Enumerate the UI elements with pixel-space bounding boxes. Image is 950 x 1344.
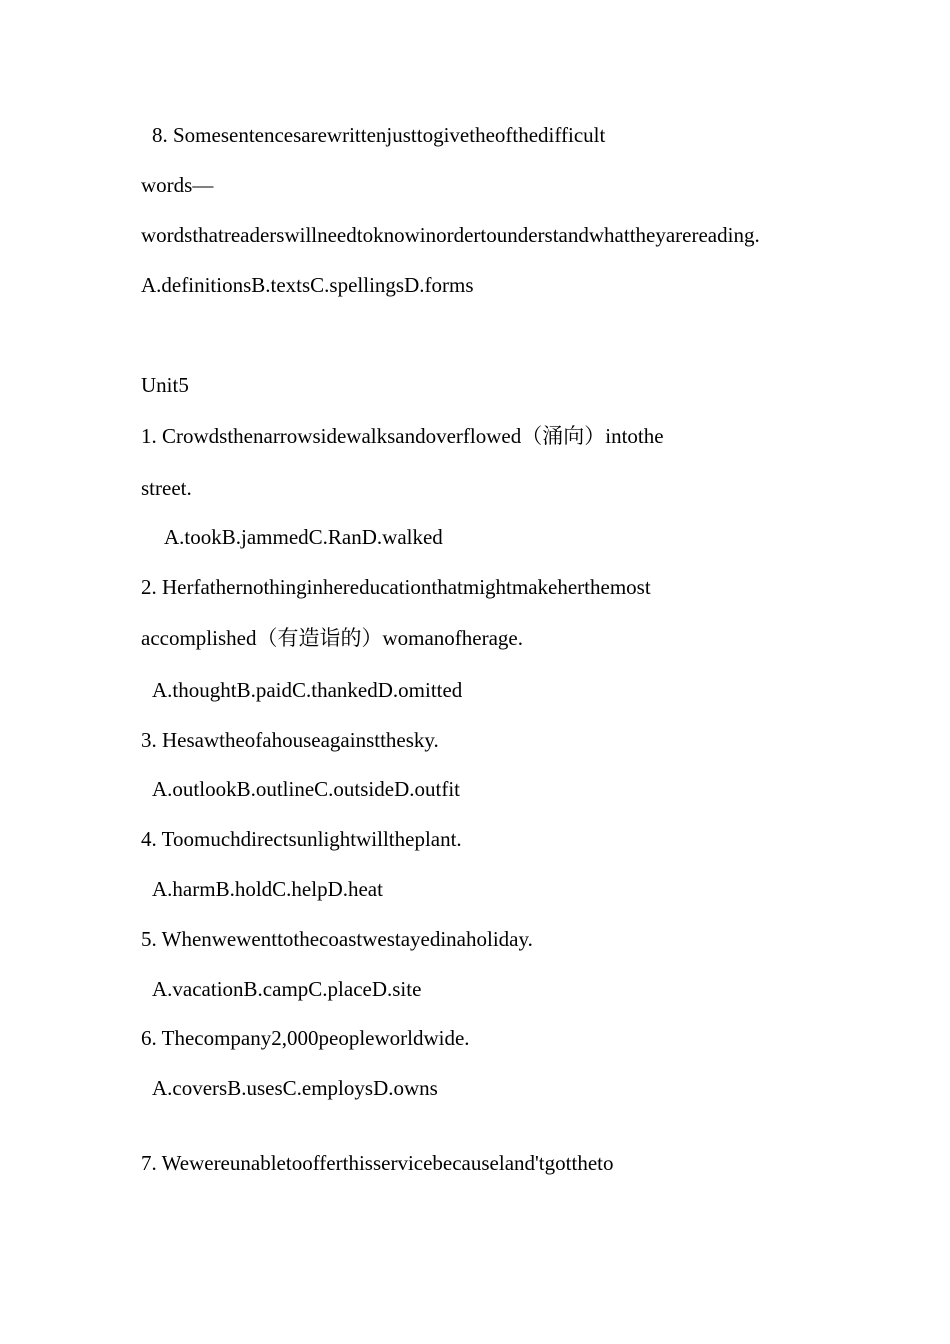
question-5-options: A.vacationB.campC.placeD.site (152, 977, 422, 1001)
question-4-stem: 4. Toomuchdirectsunlightwilltheplant. (141, 827, 462, 851)
unit-heading: Unit5 (141, 373, 189, 397)
question-1-stem-cont: street. (141, 476, 192, 500)
question-1-stem: 1. Crowdsthenarrowsidewalksandoverflowed（涌向）intothe (141, 424, 664, 448)
question-3-stem: 3. Hesawtheofahouseagainstthesky. (141, 728, 439, 752)
question-7-stem: 7. Wewereunabletoofferthisservicebecauseland'tgottheto (141, 1151, 614, 1175)
question-8-stem-cont-2: wordsthatreaderswillneedtoknowinordertounderstandwhattheyarereading. (141, 223, 760, 247)
question-5-stem: 5. Whenwewenttothecoastwestayedinaholiday. (141, 927, 533, 951)
question-8-stem: 8. Somesentencesarewrittenjusttogivetheofthedifficult (152, 123, 606, 147)
question-2-options: A.thoughtB.paidC.thankedD.omitted (152, 678, 463, 702)
question-1-options: A.tookB.jammedC.RanD.walked (164, 525, 443, 549)
question-8-options: A.definitionsB.textsC.spellingsD.forms (141, 273, 474, 297)
question-2-stem: 2. Herfathernothinginhereducationthatmightmakeherthemost (141, 575, 651, 599)
question-8-stem-cont: words— (141, 173, 214, 197)
question-2-stem-cont: accomplished（有造诣的）womanofherage. (141, 626, 523, 650)
question-6-options: A.coversB.usesC.employsD.owns (152, 1076, 438, 1100)
question-6-stem: 6. Thecompany2,000peopleworldwide. (141, 1026, 470, 1050)
question-3-options: A.outlookB.outlineC.outsideD.outfit (152, 777, 460, 801)
question-4-options: A.harmB.holdC.helpD.heat (152, 877, 383, 901)
